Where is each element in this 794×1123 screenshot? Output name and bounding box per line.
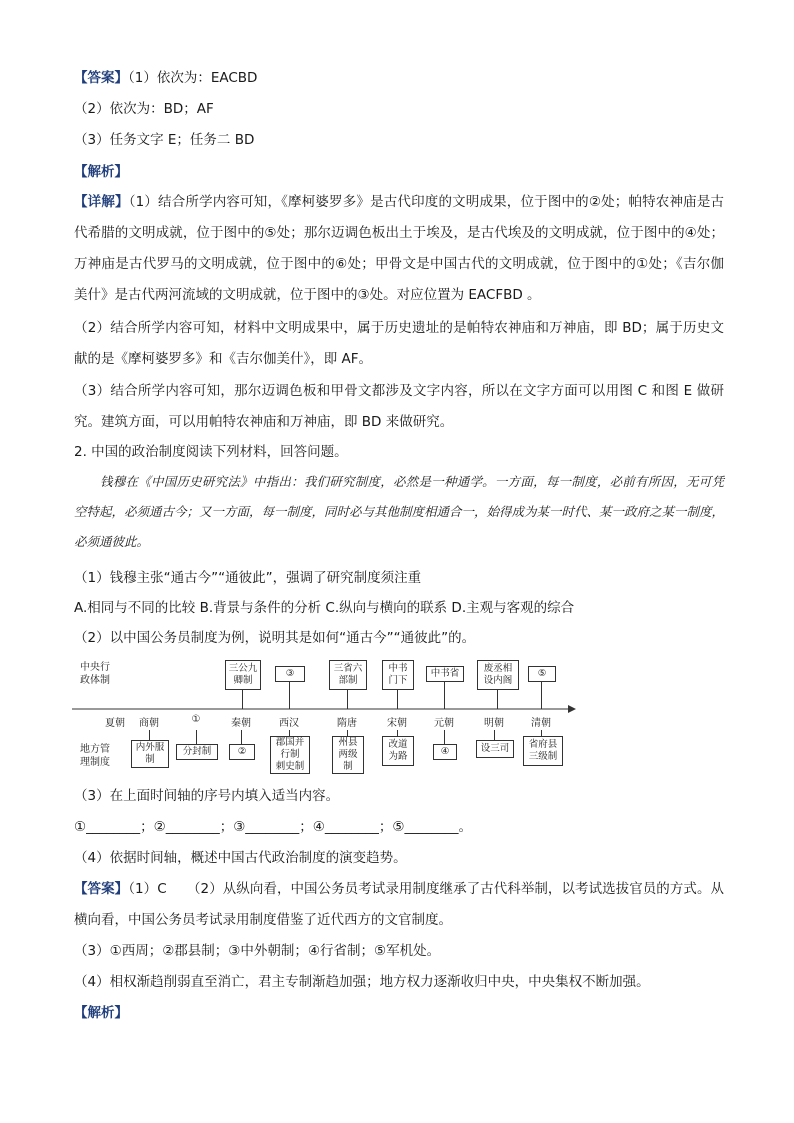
central-label-line-1: 中央行 — [80, 662, 110, 673]
q2-answer-3: （3）①西周；②郡县制；③中外朝制；④行省制；⑤军机处。 — [74, 943, 441, 959]
era-blank-1: ① — [191, 714, 201, 725]
sub-question-4: （4）依据时间轴，概述中国古代政治制度的演变趋势。 — [74, 850, 407, 866]
sub-question-1: （1）钱穆主张“通古今”“通彼此”，强调了研究制度须注重 — [74, 570, 422, 586]
q2-answer-4: （4）相权渐趋削弱直至消亡，君主专制渐趋加强；地方权力逐渐收归中央，中央集权不断加强。 — [74, 974, 650, 990]
fill-blanks: ①________；②________；③________；④________；⑤________。 — [74, 819, 473, 835]
era-ming: 明朝 — [484, 718, 504, 729]
local-box-zhou-xian: 州县 两级 制 — [332, 736, 364, 774]
q2-answer-tag: 【答案】 — [74, 881, 129, 897]
analysis-text-1: （1）结合所学内容可知，《摩柯婆罗多》是古代印度的文明成果，位于图中的②处；帕特农神庙是古代希腊的文明成就，位于图中的⑤处；那尔迈调色板出土于埃及，是古代埃及的文明成就，位于图中的④处；万神庙是古代罗马的文明成就，位于图中的⑥处；甲骨文是中国古代的文明成就，位于图中的①处；《吉尔伽美什》是古代两河流域的文明成就，位于图中的③处。对应位置为 EACFBD 。 — [74, 194, 724, 303]
central-box-cabinet: 废丞相 设内阁 — [477, 660, 519, 690]
q2-answer-paragraph — [74, 874, 724, 936]
era-xia: 夏朝 — [105, 718, 125, 729]
era-shang: 商朝 — [139, 718, 159, 729]
local-box-gai-dao-wei-lu: 改道 为路 — [382, 736, 414, 766]
analysis-paragraph-1 — [74, 187, 724, 311]
era-qing: 清朝 — [531, 718, 551, 729]
detail-tag: 【详解】 — [74, 194, 129, 210]
era-qin: 秦朝 — [231, 718, 251, 729]
question-2-title: 2. 中国的政治制度阅读下列材料，回答问题。 — [74, 444, 348, 460]
central-box-san-sheng-liu-bu: 三省六 部制 — [329, 660, 367, 690]
local-label-line-2: 理制度 — [80, 757, 110, 768]
local-system-label — [80, 743, 110, 769]
q2-answer-text: （1）C （2）从纵向看，中国公务员考试录用制度继承了古代科举制，以考试选拔官员的方式。从横向看，中国公务员考试录用制度借鉴了近代西方的文官制度。 — [74, 881, 725, 928]
local-box-fenfeng: 分封制 — [176, 744, 218, 760]
timeline-axis — [70, 702, 580, 716]
local-label-line-1: 地方管 — [80, 744, 110, 755]
era-western-han: 西汉 — [279, 718, 299, 729]
local-box-blank-2: ② — [229, 744, 255, 760]
analysis-paragraph-2: （2）结合所学内容可知，材料中文明成果中，属于历史遗址的是帕特农神庙和万神庙，即 BD；属于历史文献的是《摩柯婆罗多》和《吉尔伽美什》，即 AF。 — [74, 320, 724, 367]
local-box-blank-4: ④ — [433, 744, 457, 760]
q1-answer-2: （2）依次为：BD；AF — [74, 101, 214, 117]
era-sui-tang: 隋唐 — [337, 718, 357, 729]
era-yuan: 元朝 — [434, 718, 454, 729]
source-quote: 钱穆在《中国历史研究法》中指出：我们研究制度，必然是一种通学。一方面，每一制度，必前有所因，无可凭空特起，必须通古今；又一方面，每一制度，同时必与其他制度相通合一，始得成为某一时代、某一政府之某一制度，必须通彼此。 — [74, 474, 725, 549]
local-box-sheng-fu-xian: 省府县 三级制 — [523, 736, 563, 766]
sub-question-2: （2）以中国公务员制度为例，说明其是如何“通古今”“通彼此”的。 — [74, 630, 476, 646]
analysis-paragraph-3: （3）结合所学内容可知，那尔迈调色板和甲骨文都涉及文字内容，所以在文字方面可以用图 C 和图 E 做研究。建筑方面，可以用帕特农神庙和万神庙，即 BD 来做研究。 — [74, 383, 724, 430]
answer-text: （1）依次为：EACBD — [128, 70, 258, 86]
central-box-blank-3: ③ — [275, 666, 305, 682]
answer-options: A.相同与不同的比较 B.背景与条件的分析 C.纵向与横向的联系 D.主观与客观的综合 — [74, 600, 575, 616]
analysis-tag: 【解析】 — [74, 164, 128, 180]
central-system-label — [80, 661, 110, 687]
q2-analysis-tag: 【解析】 — [74, 1005, 128, 1021]
q1-answer-1 — [74, 68, 724, 88]
era-song: 宋朝 — [387, 718, 407, 729]
sub-question-3: （3）在上面时间轴的序号内填入适当内容。 — [74, 788, 340, 804]
local-box-jun-guo-bing-xing: 郡国并 行制 刺史制 — [270, 736, 310, 774]
central-box-zhongshu-menxia: 中书 门下 — [382, 660, 414, 690]
answer-tag: 【答案】 — [74, 70, 128, 86]
central-box-san-gong-jiu-qing: 三公九 卿制 — [225, 660, 261, 690]
central-box-blank-5: ⑤ — [528, 666, 556, 682]
local-box-san-si: 设三司 — [476, 740, 514, 758]
q1-answer-3: （3）任务文字 E；任务二 BD — [74, 132, 255, 148]
local-box-nei-wai-fu: 内外服 制 — [131, 740, 169, 768]
central-box-zhongshu-sheng: 中书省 — [426, 666, 464, 682]
central-label-line-2: 政体制 — [80, 675, 110, 686]
